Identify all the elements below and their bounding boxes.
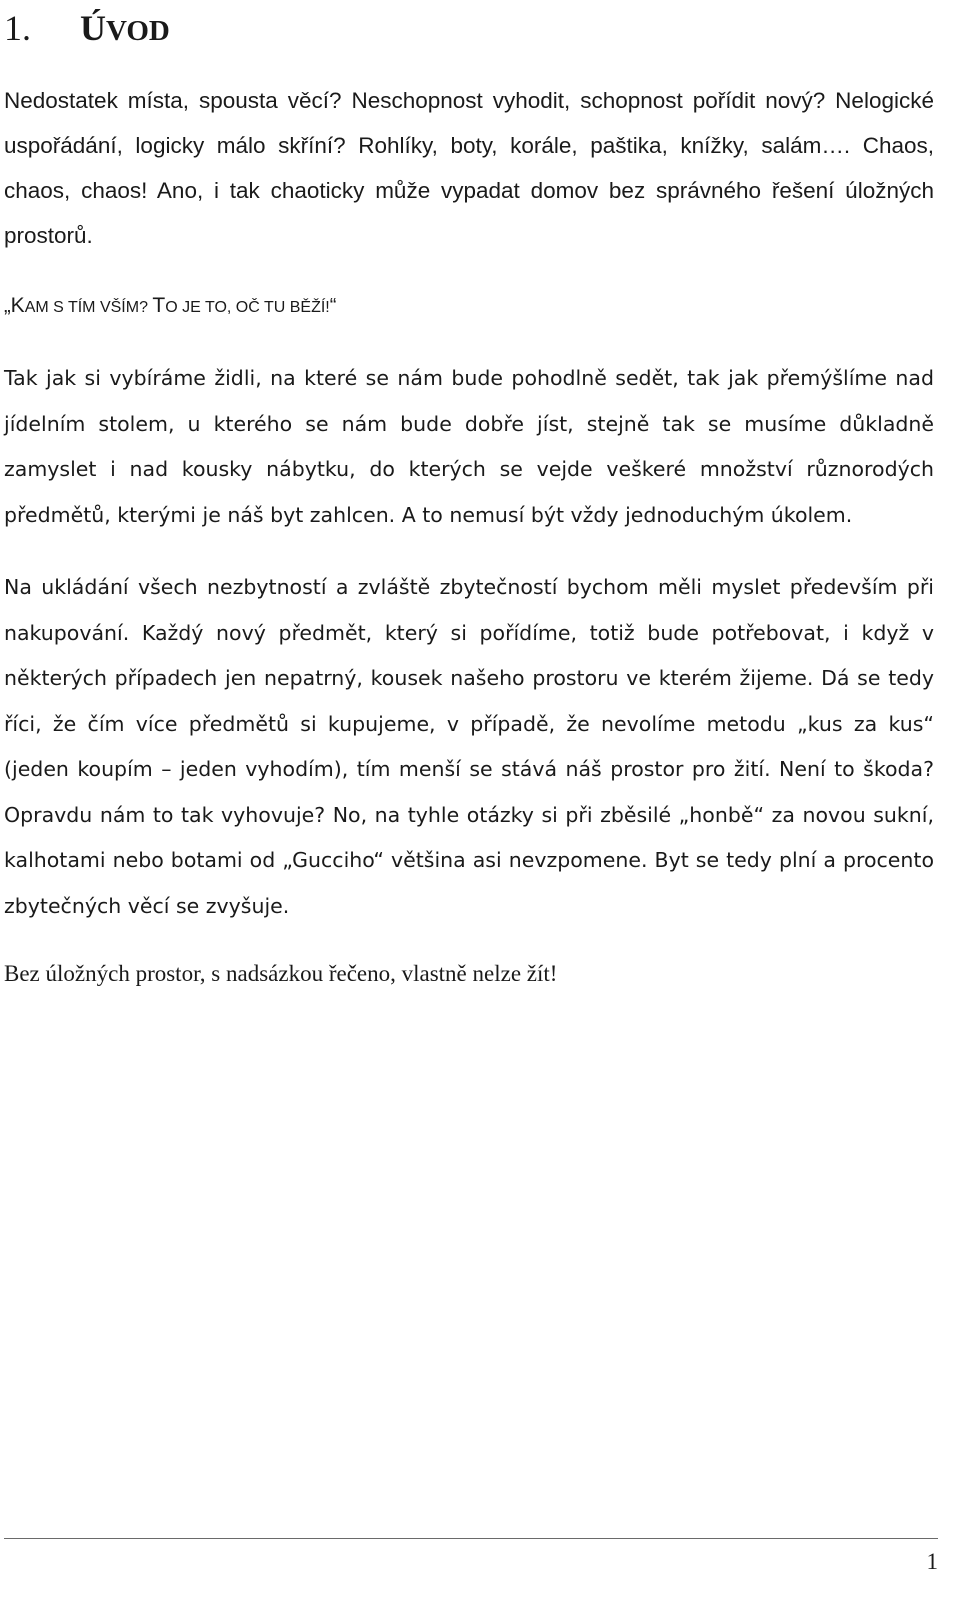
subheading-part1-initial: K [10,294,25,317]
body-paragraph-2: Na ukládání všech nezbytností a zvláště zbytečností bychom měli myslet především při nakupování. Každý nový předmět, který si pořídíme, totiž bude potřebovat, i když v některých případech jen nepatrný, kousek našeho prostoru ve kterém žijeme. Dá se tedy říci, že čím více předmětů si kupujeme, v případě, že nevolíme metodu „kus za kus“ (jeden koupím – jeden vyhodím), tím menší se stává náš prostor pro žití. Není to škoda? Opravdu nám to tak vyhovuje? No, na tyhle otázky si při zběsilé „honbě“ za novou sukní, kalhotami nebo botami od „Gucciho“ většina asi nevzpomene. Byt se tedy plní a procento zbytečných věcí se zvyšuje. [4,575,934,918]
subheading-close-quote: “ [329,295,337,317]
chapter-title-initial: Ú [80,8,106,48]
subheading-part2-rest: O JE TO, OČ TU BĚŽÍ! [165,299,330,316]
body-paragraph-1: Tak jak si vybíráme židli, na které se nám bude pohodlně sedět, tak jak přemýšlíme nad jídelním stolem, u kterého se nám bude dobře jíst, stejně tak se musíme důkladně zamyslet i nad kousky nábytku, do kterých se vejde veškeré množství různorodých předmětů, kterými je náš byt zahlcen. A to nemusí být vždy jednoduchým úkolem. [4,366,934,527]
footer-divider [4,1538,938,1539]
page-number: 1 [926,1549,938,1574]
section-subheading [4,288,336,326]
subheading-part1-rest: AM S TÍM VŠÍM? [24,299,153,316]
chapter-number: 1. [4,8,31,48]
subheading-part2-initial: T [152,294,166,317]
subheading-open-quote: „ [4,295,11,317]
chapter-heading [4,6,170,53]
body-paragraph-3: Bez úložných prostor, s nadsázkou řečeno, vlastně nelze žít! [4,961,558,986]
chapter-title-rest: VOD [106,15,170,47]
intro-paragraph: Nedostatek místa, spousta věcí? Neschopnost vyhodit, schopnost pořídit nový? Nelogické uspořádání, logicky málo skříní? Rohlíky, boty, korále, paštika, knížky, salám…. Chaos, chaos, chaos! Ano, i tak chaoticky může vypadat domov bez správného řešení úložných prostorů. [4,88,934,248]
